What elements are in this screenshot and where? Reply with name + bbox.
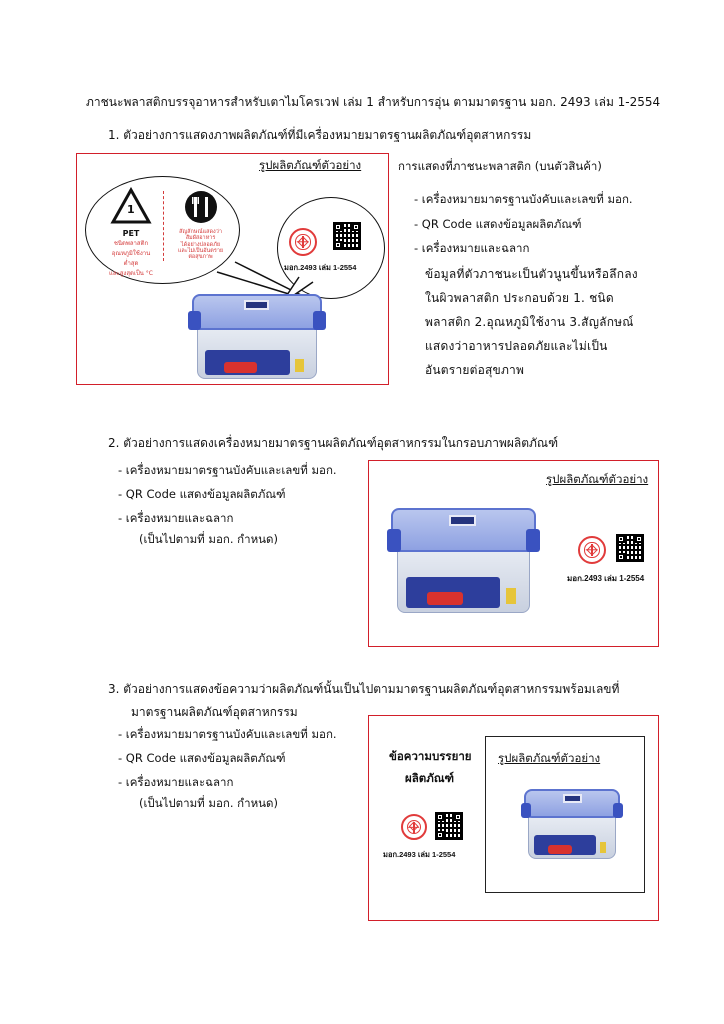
product-sample-box [485, 736, 645, 893]
mark-caption: มอก.2493 เล่ม 1-2554 [284, 263, 357, 272]
pet-caption-1: ชนิดพลาสติก [113, 240, 149, 247]
section2-image-frame [368, 460, 659, 647]
section1-side-paragraph: ข้อมูลที่ตัวภาชนะเป็นตัวนูนขึ้นหรือลึกลงในผิวพลาสติก ประกอบด้วย 1. ชนิดพลาสติก 2.อุณหภูมิใช้งาน 3.สัญลักษณ์แสดงว่าอาหารปลอดภัยและไม่เป็นอันตรายต่อสุขภาพ [425, 267, 638, 377]
symbol-caption-4: และไม่เป็นอันตราย [177, 247, 224, 254]
section1-side-bullet-3: - เครื่องหมายและฉลาก [414, 241, 530, 255]
tisi-mark-icon [578, 536, 606, 564]
pet-caption-3: ต่ำสุด [123, 260, 139, 267]
section3-heading-line2: มาตรฐานผลิตภัณฑ์อุตสาหกรรม [131, 705, 298, 719]
description-line-2: ผลิตภัณฑ์ [405, 771, 455, 785]
section3-bullet-2: - QR Code แสดงข้อมูลผลิตภัณฑ์ [118, 751, 286, 765]
section3-heading-line1: 3. ตัวอย่างการแสดงข้อความว่าผลิตภัณฑ์นั้นเป็นไปตามมาตรฐานผลิตภัณฑ์อุตสาหกรรมพร้อมเลขที่ [108, 682, 620, 696]
pet-caption-4: และสูงสุดเป็น °C [109, 270, 153, 277]
section2-sample-label: รูปผลิตภัณฑ์ตัวอย่าง [546, 472, 649, 486]
section3-bullet-note: (เป็นไปตามที่ มอก. กำหนด) [139, 796, 278, 810]
tisi-mark-icon [401, 814, 427, 840]
description-line-1: ข้อความบรรยาย [389, 749, 472, 763]
symbol-caption-2: สัมผัสอาหาร [185, 235, 216, 242]
section1-heading: 1. ตัวอย่างการแสดงภาพผลิตภัณฑ์ที่มีเครื่องหมายมาตรฐานผลิตภัณฑ์อุตสาหกรรม [108, 128, 532, 142]
mark-caption: มอก.2493 เล่ม 1-2554 [383, 850, 456, 859]
tisi-mark-icon [289, 228, 317, 256]
section2-bullet-2: - QR Code แสดงข้อมูลผลิตภัณฑ์ [118, 487, 286, 501]
section2-bullet-3: - เครื่องหมายและฉลาก [118, 511, 234, 525]
section1-side-heading: การแสดงที่ภาชนะพลาสติก (บนตัวสินค้า) [398, 159, 602, 173]
qr-code-icon [435, 812, 463, 840]
section2-heading: 2. ตัวอย่างการแสดงเครื่องหมายมาตรฐานผลิตภัณฑ์อุตสาหกรรมในกรอบภาพผลิตภัณฑ์ [108, 436, 559, 450]
section2-bullet-1: - เครื่องหมายมาตรฐานบังคับและเลขที่ มอก. [118, 463, 337, 477]
pet-number: 1 [127, 203, 135, 216]
pet-caption-2: อุณหภูมิใช้งาน [111, 250, 151, 257]
food-safe-symbol [168, 189, 233, 261]
divider [163, 191, 165, 261]
section3-image-frame [368, 715, 659, 921]
cutlery-plate-icon [183, 189, 219, 225]
symbol-caption-1: สัญลักษณ์แสดงว่า [179, 229, 222, 235]
section1-side-bullet-2: - QR Code แสดงข้อมูลผลิตภัณฑ์ [414, 217, 582, 231]
product-container-image [524, 789, 620, 859]
qr-code-icon [616, 534, 644, 562]
section1-sample-label: รูปผลิตภัณฑ์ตัวอย่าง [259, 158, 362, 172]
section1-side-bullet-1: - เครื่องหมายมาตรฐานบังคับและเลขที่ มอก. [414, 192, 633, 206]
section3-bullet-1: - เครื่องหมายมาตรฐานบังคับและเลขที่ มอก. [118, 727, 337, 741]
symbol-caption-3: ได้อย่างปลอดภัย [180, 241, 221, 248]
product-container-image [192, 294, 322, 379]
document-title: ภาชนะพลาสติกบรรจุอาหารสำหรับเตาไมโครเวฟ เล่ม 1 สำหรับการอุ่น ตามมาตรฐาน มอก. 2493 เล่ม 1-2554 [86, 95, 661, 109]
qr-code-icon [333, 222, 361, 250]
section3-sample-label: รูปผลิตภัณฑ์ตัวอย่าง [498, 751, 601, 765]
product-container-image [391, 508, 536, 613]
pet-recycle-symbol [101, 187, 161, 278]
symbol-caption-5: ต่อสุขภาพ [188, 254, 213, 261]
pet-label: PET [122, 229, 140, 238]
section3-bullet-3: - เครื่องหมายและฉลาก [118, 775, 234, 789]
section1-image-frame [76, 153, 389, 385]
mark-caption: มอก.2493 เล่ม 1-2554 [567, 574, 645, 583]
section2-bullet-note: (เป็นไปตามที่ มอก. กำหนด) [139, 532, 278, 546]
